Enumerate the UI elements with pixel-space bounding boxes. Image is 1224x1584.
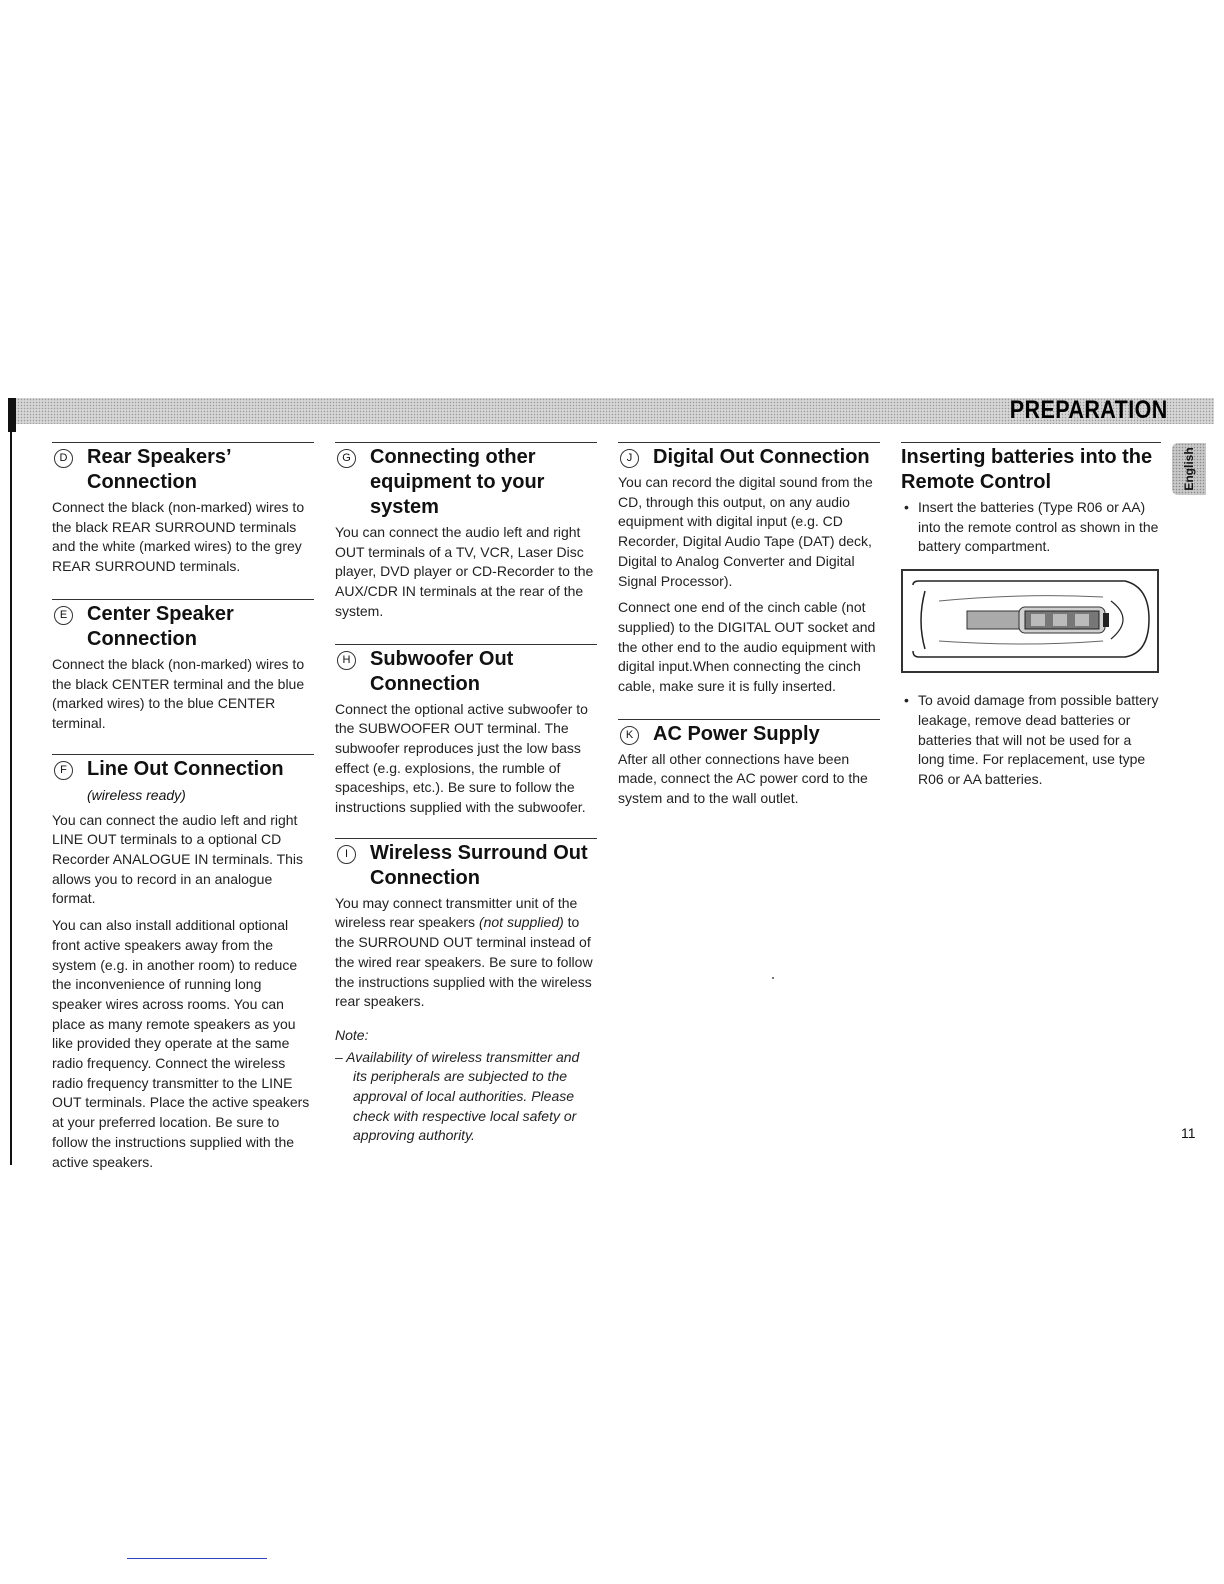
margin-rule (10, 430, 12, 1165)
paragraph: You can connect the audio left and right LINE OUT terminals to a optional CD Recorder ANALOGUE IN terminals. This allows you to record in an analogue format. (52, 811, 304, 907)
section-other-equipment (335, 442, 597, 622)
section-heading (618, 722, 880, 747)
paragraph (335, 894, 597, 1012)
page-number: 11 (1181, 1125, 1196, 1141)
paragraph: Connect the black (non-marked) wires to the black REAR SURROUND terminals and the white (marked wires) to the grey REAR SURROUND terminals. (52, 499, 305, 575)
paragraph-part: You may connect transmitter unit of the wireless rear speakers (335, 894, 578, 931)
paragraph: You can connect the audio left and right OUT terminals of a TV, VCR, Laser Disc player, DVD player or CD-Recorder to the AUX/CDR IN terminals at the rear of the system. (335, 524, 594, 619)
section-title: Connecting other equipment to your system (370, 446, 545, 518)
list-item: • To avoid damage from possible battery leakage, remove dead batteries or batteries that will not be used for a long time. For replacement, use type R06 or AA batteries. (901, 691, 1161, 790)
circled-marker-icon: E (54, 606, 73, 625)
section-title: Line Out Connection (87, 757, 284, 780)
section-center-speaker (52, 599, 314, 734)
list-item: • Insert the batteries (Type R06 or AA) into the remote control as shown in the battery compartment. (901, 498, 1161, 557)
section-subtitle: (wireless ready) (87, 786, 186, 803)
page-section-title: PREPARATION (1009, 396, 1168, 424)
section-title: Inserting batteries into the Remote Control (901, 446, 1153, 493)
note-text: – Availability of wireless transmitter and its peripherals are subjected to the approval of local authorities. Please check with respective local safety or approving authority. (335, 1048, 580, 1144)
paragraph: Connect one end of the cinch cable (not supplied) to the DIGITAL OUT socket and the other end to the audio equipment with digital input.When connecting the cinch cable, make sure it is fully inserted. (618, 599, 876, 695)
bullet-list (901, 691, 1161, 790)
note-label: Note: (335, 1026, 369, 1043)
bullet-list (901, 498, 1161, 557)
circled-marker-icon: J (620, 449, 639, 468)
circled-marker-icon: G (337, 449, 356, 468)
section-heading (52, 602, 314, 652)
section-heading (335, 445, 597, 520)
column-1 (52, 442, 314, 1192)
section-heading (52, 757, 314, 808)
section-rear-speakers (52, 442, 314, 577)
paragraph-emphasis: (not supplied) (478, 914, 564, 931)
section-title: AC Power Supply (653, 722, 820, 745)
section-ac-power (618, 719, 880, 809)
column-4 (901, 442, 1161, 812)
circled-marker-icon: K (620, 726, 639, 745)
circled-marker-icon: F (54, 761, 73, 780)
language-tab-label: English (1182, 447, 1196, 491)
section-subwoofer-out (335, 644, 597, 818)
paragraph: Connect the optional active subwoofer to the SUBWOOFER OUT terminal. The subwoofer reproduces just the low bass effect (e.g. explosions, the rumble of spaceships, etc.). Be sure to follow the instructions supplied with the subwoofer. (335, 700, 588, 816)
section-title: Rear Speakers’ Connection (87, 446, 231, 493)
section-heading (618, 445, 880, 470)
remote-control-illustration (901, 569, 1159, 673)
section-wireless-surround (335, 838, 597, 1146)
column-2 (335, 442, 597, 1166)
section-line-out (52, 754, 314, 1173)
section-heading (901, 445, 1161, 495)
column-3 (618, 442, 880, 829)
section-title: Digital Out Connection (653, 446, 870, 468)
banner-edge (8, 398, 16, 432)
section-heading (335, 841, 597, 891)
paragraph-part: to the SURROUND OUT terminal instead of the wired rear speakers. Be sure to follow the instructions supplied with the wireless rear speakers. (335, 914, 593, 1010)
section-digital-out (618, 442, 880, 697)
paragraph: After all other connections have been made, connect the AC power cord to the system and to the wall outlet. (618, 750, 868, 807)
footer-rule (127, 1558, 267, 1559)
language-tab (1172, 443, 1206, 495)
paragraph: Connect the black (non-marked) wires to the black CENTER terminal and the blue (marked wires) to the blue CENTER terminal. (52, 655, 305, 731)
paragraph: You can record the digital sound from the CD, through this output, on any audio equipment with digital input (e.g. CD Recorder, Digital Audio Tape (DAT) deck, Digital to Analog Converter and Digital Signal Processor). (618, 474, 873, 589)
section-title: Center Speaker Connection (87, 602, 234, 650)
section-title-wrap (87, 757, 314, 808)
circled-marker-icon: I (337, 845, 356, 864)
section-title: Subwoofer Out Connection (370, 647, 514, 695)
section-title: Wireless Surround Out Connection (370, 841, 588, 889)
section-heading (52, 445, 314, 495)
circled-marker-icon: H (337, 651, 356, 670)
section-batteries (901, 442, 1161, 790)
paragraph: You can also install additional optional front active speakers away from the system (e.g. in another room) to reduce the inconvenience of running long speaker wires across rooms. You can place as many remote speakers as you like provided they operate at the same radio frequency. Connect the wireless radio frequency transmitter to the LINE OUT terminals. Place the active speakers at your preferred location. Be sure to follow the instructions supplied with the active speakers. (52, 917, 310, 1170)
section-heading (335, 647, 597, 697)
remote-control-battery-icon (903, 571, 1157, 671)
scan-speck (772, 977, 774, 979)
circled-marker-icon: D (54, 449, 73, 468)
